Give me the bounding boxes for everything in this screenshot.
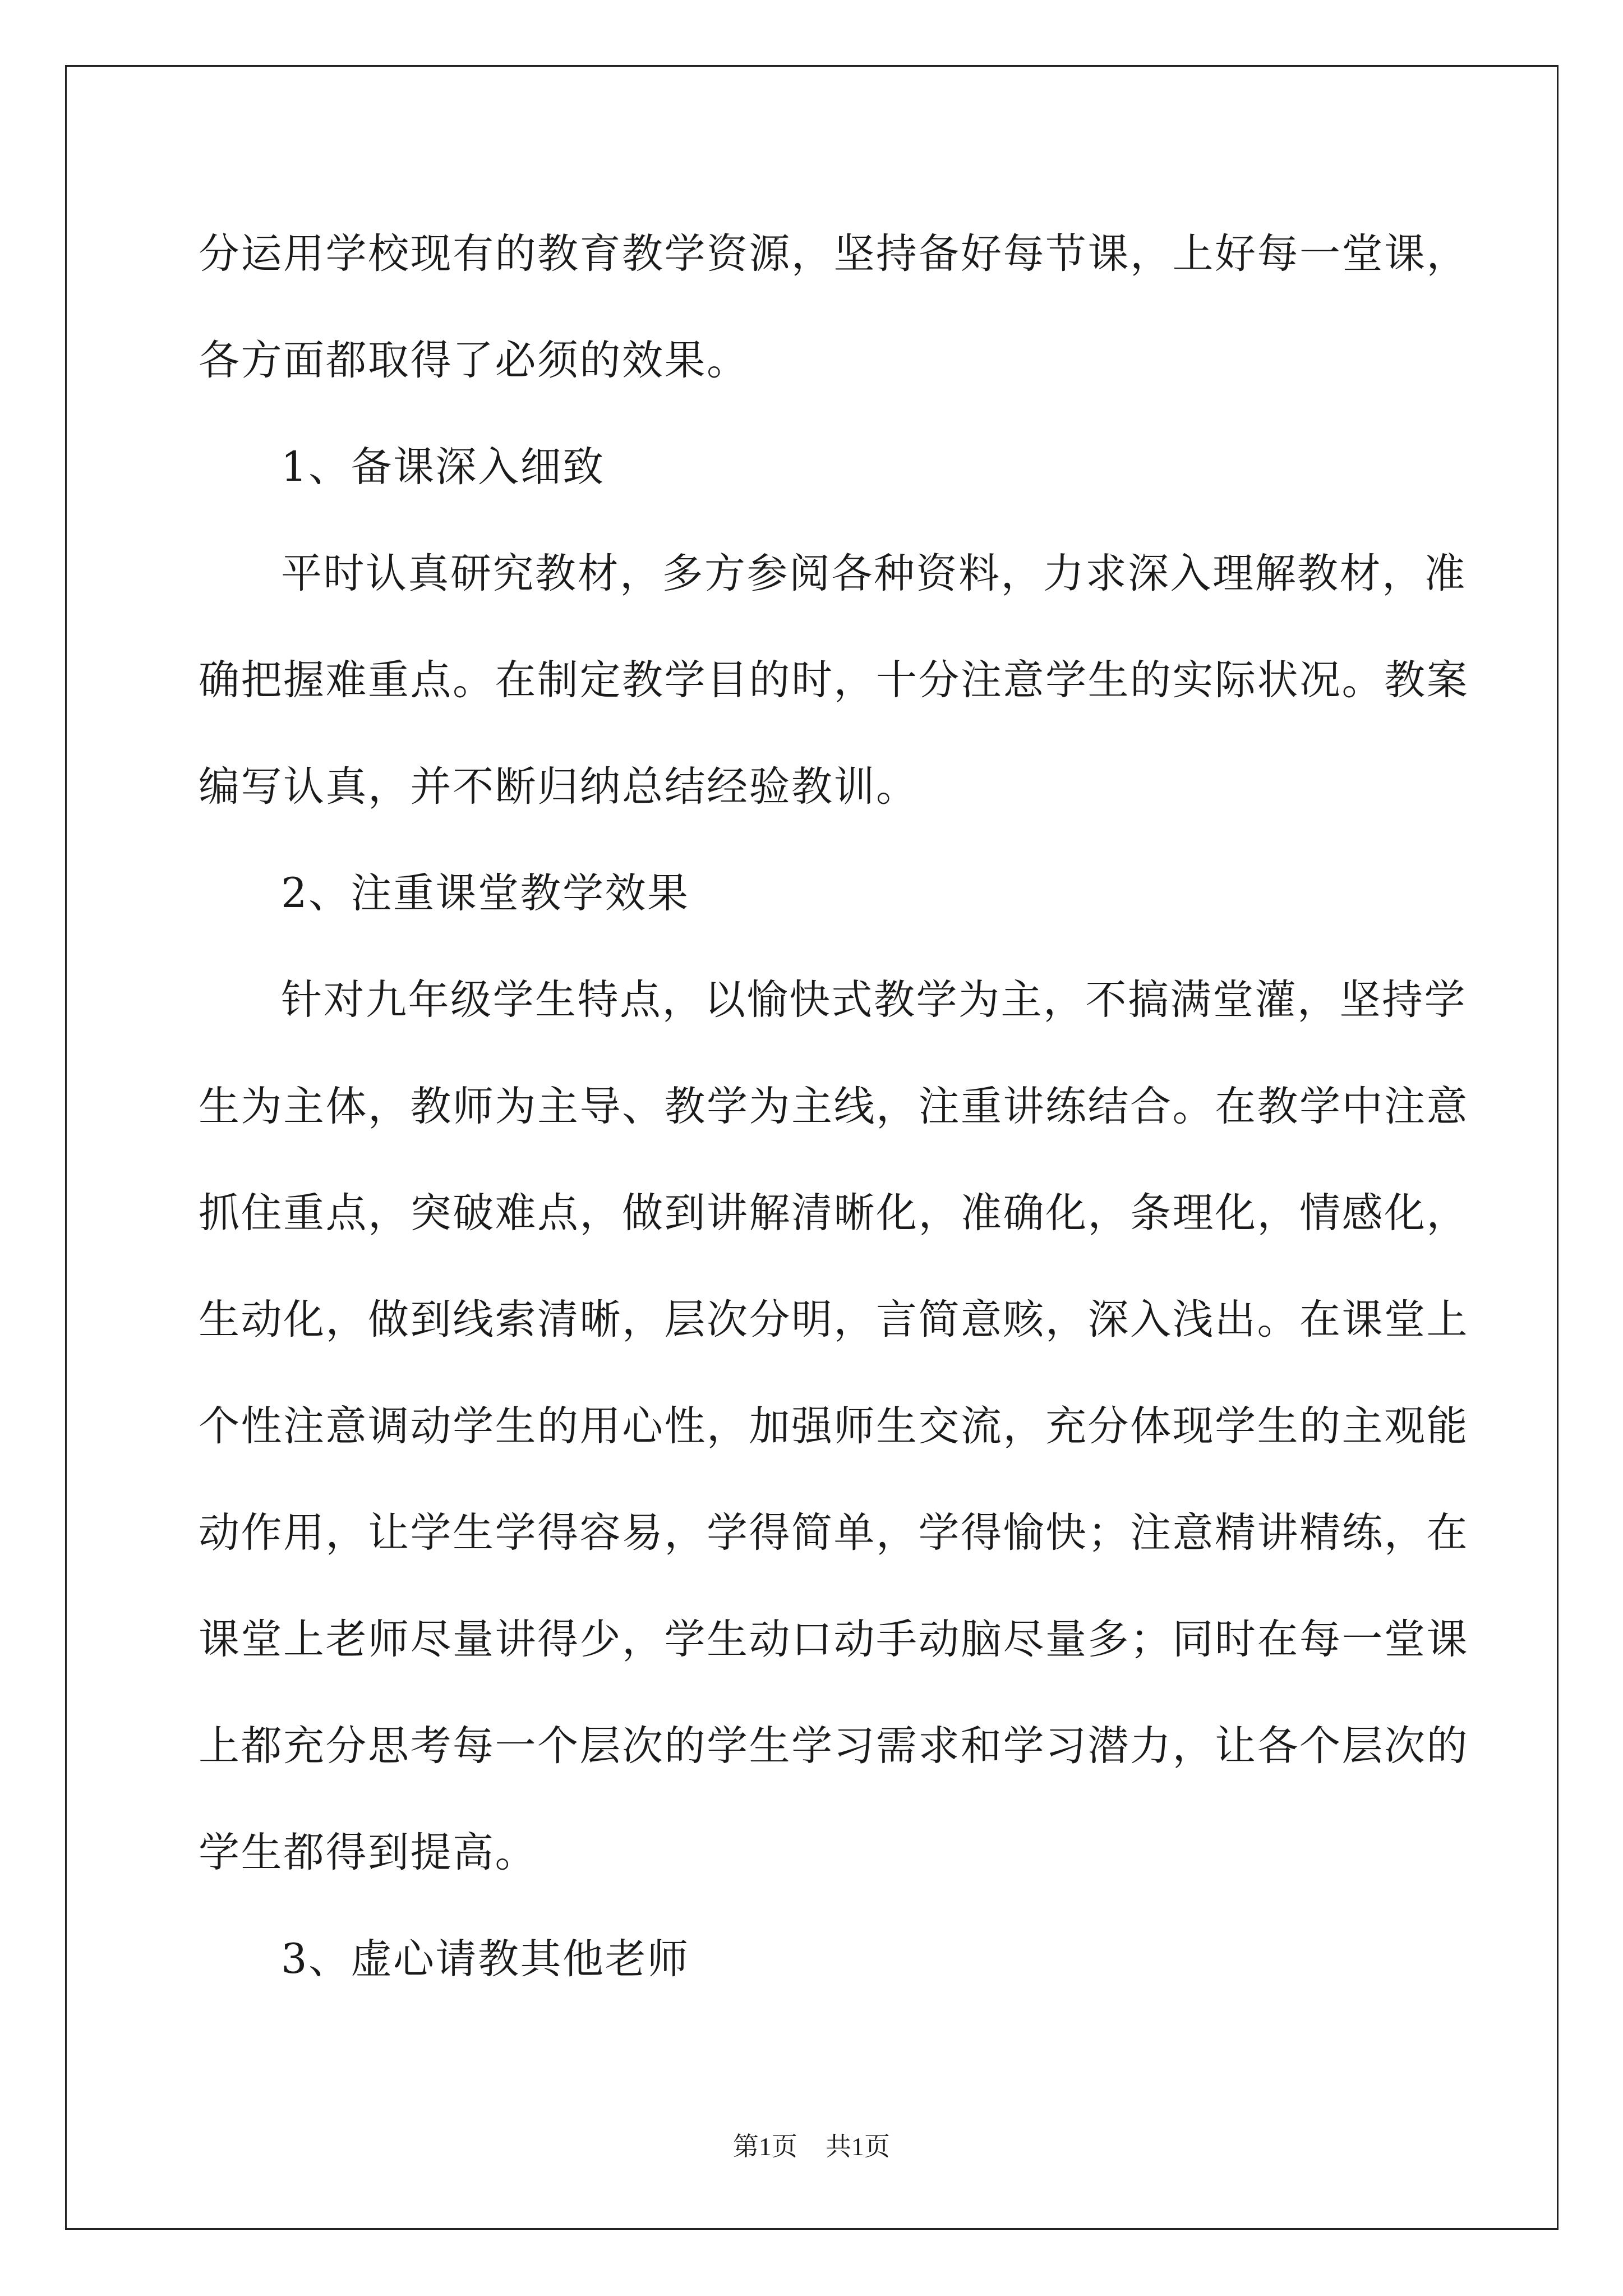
text-line: 分运用学校现有的教育教学资源，坚持备好每节课，上好每一堂课， <box>199 230 1469 278</box>
section-heading-1: 1、备课深入细致 <box>281 443 605 491</box>
section-heading-3: 3、虚心请教其他老师 <box>281 1935 690 1983</box>
text-line: 编写认真，并不断归纳总结经验教训。 <box>199 763 919 811</box>
text-line: 各方面都取得了必须的效果。 <box>199 337 749 384</box>
text-line: 生为主体，教师为主导、教学为主线，注重讲练结合。在教学中注意 <box>199 1083 1469 1130</box>
page-footer <box>0 2130 1623 2164</box>
paragraph-start: 针对九年级学生特点，以愉快式教学为主，不搞满堂灌，坚持学 <box>281 976 1467 1024</box>
text-line: 抓住重点，突破难点，做到讲解清晰化，准确化，条理化，情感化， <box>199 1189 1469 1237</box>
text-line: 学生都得到提高。 <box>199 1829 537 1876</box>
text-line: 个性注意调动学生的用心性，加强师生交流，充分体现学生的主观能 <box>199 1402 1469 1450</box>
text-line: 生动化，做到线索清晰，层次分明，言简意赅，深入浅出。在课堂上 <box>199 1296 1469 1343</box>
text-line: 上都充分思考每一个层次的学生学习需求和学习潜力，让各个层次的 <box>199 1722 1469 1770</box>
section-heading-2: 2、注重课堂教学效果 <box>281 869 690 917</box>
text-line: 确把握难重点。在制定教学目的时，十分注意学生的实际状况。教案 <box>199 656 1469 704</box>
paragraph-start: 平时认真研究教材，多方参阅各种资料，力求深入理解教材，准 <box>281 550 1467 597</box>
page-count: 共1页 <box>826 2132 890 2161</box>
page-number: 第1页 <box>733 2132 797 2161</box>
text-line: 课堂上老师尽量讲得少，学生动口动手动脑尽量多；同时在每一堂课 <box>199 1616 1469 1663</box>
text-line: 动作用，让学生学得容易，学得简单，学得愉快；注意精讲精练，在 <box>199 1509 1469 1557</box>
